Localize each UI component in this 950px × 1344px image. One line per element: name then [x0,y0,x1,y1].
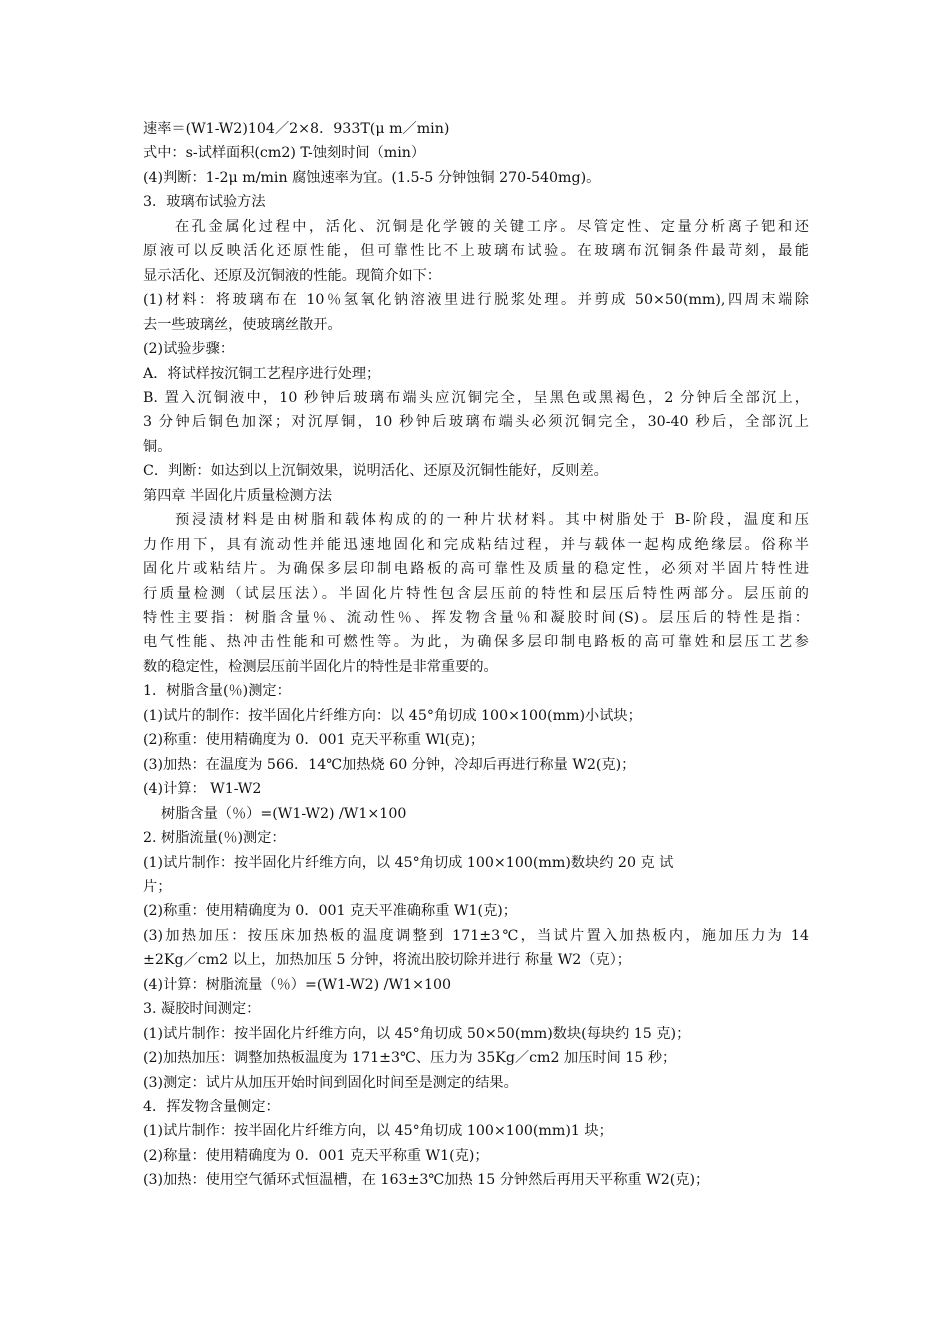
text-line: 3 分钟后铜色加深；对沉厚铜，10 秒钟后玻璃布端头必须沉铜完全，30-40 秒后，全部沉上 [143,414,809,431]
text-line: (1)试片制作：按半固化片纤维方向，以 45°角切成 100×100(mm)1 块； [143,1123,613,1140]
text-line: A．将试样按沉铜工艺程序进行处理； [143,365,381,382]
text-line: (3)加热加压：按压床加热板的温度调整到 171±3℃，当试片置入加热板内，施加压力为 14 [143,927,809,944]
text-line: (2)称重：使用精确度为 0．001 克天平准确称重 W1(克)； [143,903,517,920]
text-line: 铜。 [143,438,172,455]
text-line: 3. 凝胶时间测定： [143,1001,261,1018]
text-line: (2)称重：使用精确度为 0．001 克天平称重 Wl(克)； [143,732,485,749]
text-line: ±2Kg／cm2 以上，加热加压 5 分钟，将流出胶切除并进行 称量 W2（克）； [143,952,631,969]
text-line: (2)加热加压：调整加热板温度为 171±3℃、压力为 35Kg／cm2 加压时间 15 秒； [143,1050,677,1067]
text-line: (1)试片的制作：按半固化片纤维方向：以 45°角切成 100×100(mm)小试块； [143,707,642,724]
text-line: 预浸渍材料是由树脂和载体构成的的一种片状材料。其中树脂处于 B-阶段，温度和压 [175,512,809,529]
text-line: 1．树脂含量(％)测定： [143,683,291,700]
text-line: 力作用下，具有流动性并能迅速地固化和完成粘结过程，并与载体一起构成绝缘层。俗称半 [143,536,809,553]
text-line: (1)试片制作：按半固化片纤维方向，以 45°角切成 100×100(mm)数块约 20 克 试 [143,854,674,871]
text-line: 第四章 半固化片质量检测方法 [143,487,332,504]
text-line: 树脂含量（％）=(W1-W2) /W1×100 [161,805,407,822]
text-line: 4．挥发物含量侧定： [143,1099,280,1115]
text-line: (4)判断：1-2μ m/min 腐蚀速率为宜。(1.5-5 分钟蚀铜 270-540mg)。 [143,169,601,186]
text-line: (3)加热：在温度为 566．14℃加热烧 60 分钟，冷却后再进行称量 W2(克)； [143,756,636,773]
text-line: 去一些玻璃丝，使玻璃丝散开。 [143,316,342,333]
text-line: (4)计算： W1-W2 [143,781,262,798]
text-line: 速率＝(W1-W2)104／2×8．933T(μ m／min) [143,121,450,137]
text-line: 数的稳定性，检测层压前半固化片的特性是非常重要的。 [143,658,498,675]
text-line: (3)加热：使用空气循环式恒温槽，在 163±3℃加热 15 分钟然后再用天平称重 W2(克)； [143,1172,710,1189]
text-line: 特性主要指：树脂含量％、流动性％、挥发物含量％和凝胶时间(S)。层压后的特性是指： [143,610,809,626]
text-line: (4)计算：树脂流量（％）=(W1-W2) /W1×100 [143,976,452,993]
text-line: 在孔金属化过程中，活化、沉铜是化学镀的关键工序。尽管定性、定量分析离子钯和还 [175,218,809,235]
text-line: 3．玻璃布试验方法 [143,194,266,211]
text-line: B. 置入沉铜液中，10 秒钟后玻璃布端头应沉铜完全，呈黑色或黑褐色，2 分钟后全部沉上， [143,389,809,406]
text-line: 2. 树脂流量(％)测定： [143,830,286,847]
text-line: (2)称量：使用精确度为 0．001 克天平称重 W1(克)； [143,1147,489,1164]
text-line: 电气性能、热冲击性能和可燃性等。为此，为确保多层印制电路板的高可靠姓和层压工艺参 [143,634,809,651]
text-line: 原液可以反映活化还原性能，但可靠性比不上玻璃布试验。在玻璃布沉铜条件最苛刻，最能 [143,243,809,260]
text-line: 片； [143,878,172,895]
text-line: (1)试片制作：按半固化片纤维方向，以 45°角切成 50×50(mm)数块(每块约 15 克)； [143,1025,691,1042]
text-line: (2)试验步骤： [143,341,235,358]
text-line: 固化片或粘结片。为确保多层印制电路板的高可靠性及质量的稳定性，必须对半固片特性进 [143,561,809,578]
text-line: (1)材料：将玻璃布在 10％氢氧化钠溶液里进行脱浆处理。并剪成 50×50(mm),四周末端除 [143,292,809,309]
text-line: 行质量检测（试层压法）。半固化片特性包含层压前的特性和层压后特性两部分。层压前的 [143,585,809,602]
text-line: C．判断：如达到以上沉铜效果，说明活化、还原及沉铜性能好，反则差。 [143,463,608,480]
text-line: (3)测定：试片从加压开始时间到固化时间至是测定的结果。 [143,1074,518,1091]
text-line: 显示活化、还原及沉铜液的性能。现简介如下： [143,267,441,284]
text-line: 式中：s-试样面积(cm2) T-蚀刻时间（min） [143,145,426,162]
